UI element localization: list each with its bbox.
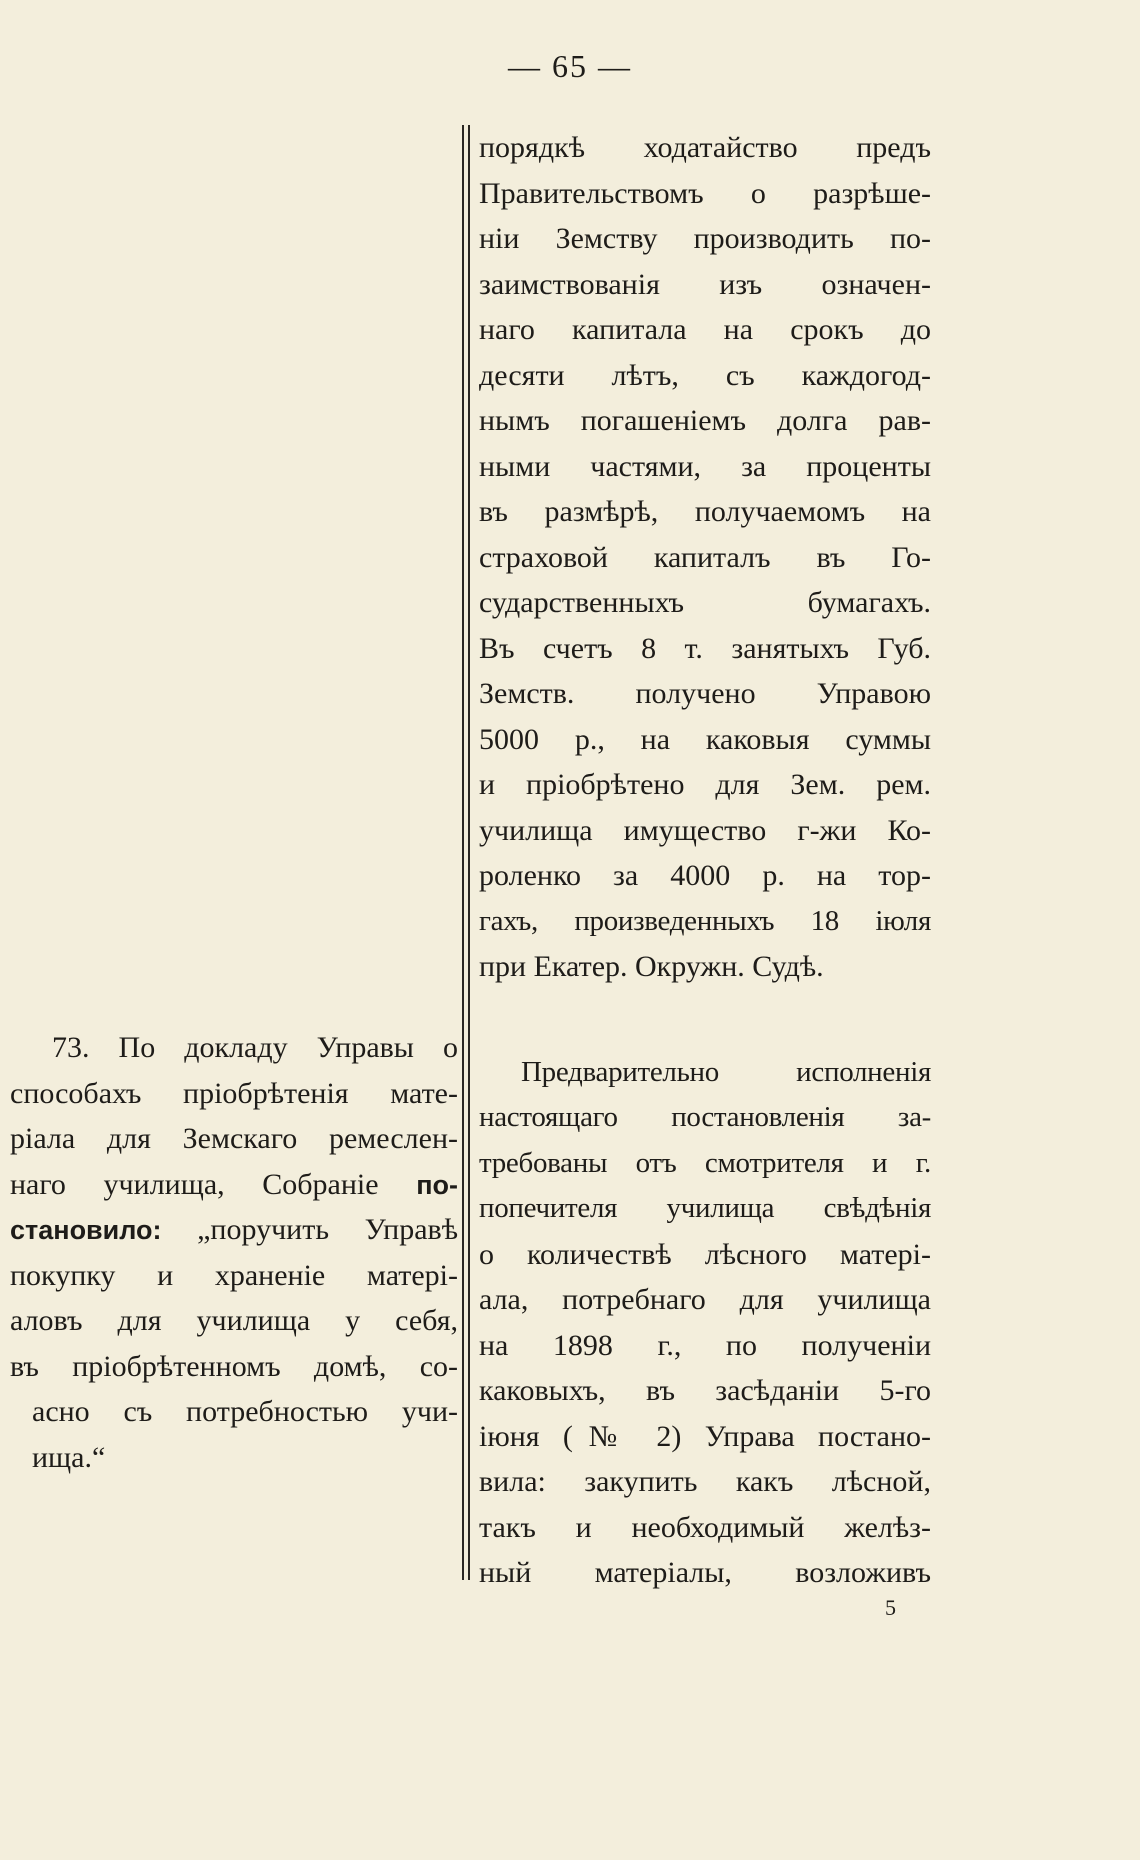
text-line: о количествѣ лѣсного матері- (479, 1237, 931, 1271)
bold-text: по- (416, 1169, 459, 1200)
text-fragment: наго училища, Собраніе (10, 1167, 379, 1201)
text-line: вила: закупить какъ лѣсной, (479, 1465, 931, 1498)
text-line: гахъ, произведенныхъ 18 іюля (479, 904, 931, 937)
text-line: училища имущество г-жи Ко- (479, 813, 931, 847)
signature-mark: 5 (885, 1595, 896, 1620)
text-line: сударственныхъ бумагахъ. (479, 586, 931, 619)
text-line: въ пріобрѣтенномъ домѣ, со- (10, 1349, 458, 1383)
column-divider (468, 125, 470, 1580)
text-line: на 1898 г., по полученіи (479, 1328, 931, 1362)
text-line: роленко за 4000 р. на тор- (479, 859, 931, 892)
text-line: нымъ погашеніемъ долга рав- (479, 404, 931, 437)
text-line: іюня (№ 2) Управа постано- (479, 1419, 931, 1453)
page-number: — 65 — (508, 48, 632, 84)
text-line: Земств. получено Управою (479, 677, 931, 710)
text-line: страховой капиталъ въ Го- (479, 540, 931, 574)
column-divider (462, 125, 464, 1580)
paragraph (479, 125, 931, 990)
text-line: 5000 р., на каковыя суммы (479, 722, 931, 756)
text-line: Въ счетъ 8 т. занятыхъ Губ. (479, 631, 931, 665)
text-line: ища.“ (32, 1440, 106, 1474)
text-line: аловъ для училища у себя, (10, 1304, 458, 1337)
text-line: ными частями, за проценты (479, 449, 931, 483)
left-column (10, 1025, 458, 1480)
text-line: попечителя училища свѣдѣнія (479, 1192, 931, 1224)
text-line: Предварительно исполненія (521, 1055, 931, 1088)
paragraph (479, 1050, 931, 1596)
text-line: заимствованія изъ означен- (479, 267, 931, 301)
text-line: ный матеріалы, возложивъ (479, 1556, 931, 1589)
text-line: требованы отъ смотрителя и г. (479, 1146, 931, 1179)
right-column (479, 125, 931, 1596)
text-line: покупку и храненіе матері- (10, 1258, 458, 1292)
text-line: наго капитала на срокъ до (479, 313, 931, 346)
text-line: ала, потребнаго для училища (479, 1283, 931, 1316)
text-line: каковыхъ, въ засѣданіи 5-го (479, 1374, 931, 1407)
text-line: при Екатер. Окружн. Судѣ. (479, 950, 824, 983)
text-line (10, 1207, 458, 1253)
text-line (10, 1162, 458, 1208)
text-line: въ размѣрѣ, получаемомъ на (479, 495, 931, 528)
text-line: такъ и необходимый желѣз- (479, 1510, 931, 1544)
text-line: порядкѣ ходатайство предъ (479, 131, 931, 164)
text-line: ніи Земству производить по- (479, 222, 931, 255)
text-line: Правительствомъ о разрѣше- (479, 176, 931, 210)
text-line: способахъ пріобрѣтенія мате- (10, 1076, 458, 1110)
text-line: настоящаго постановленія за- (479, 1101, 931, 1133)
text-line: 73. По докладу Управы о (52, 1031, 458, 1064)
text-line: асно съ потребностью учи- (32, 1395, 458, 1428)
bold-text: становило: (10, 1215, 162, 1245)
text-line: и пріобрѣтено для Зем. рем. (479, 768, 931, 801)
text-line: ріала для Земскаго ремеслен- (10, 1122, 458, 1155)
text-fragment: „поручить Управѣ (197, 1213, 459, 1246)
text-line: десяти лѣтъ, съ каждогод- (479, 358, 931, 392)
